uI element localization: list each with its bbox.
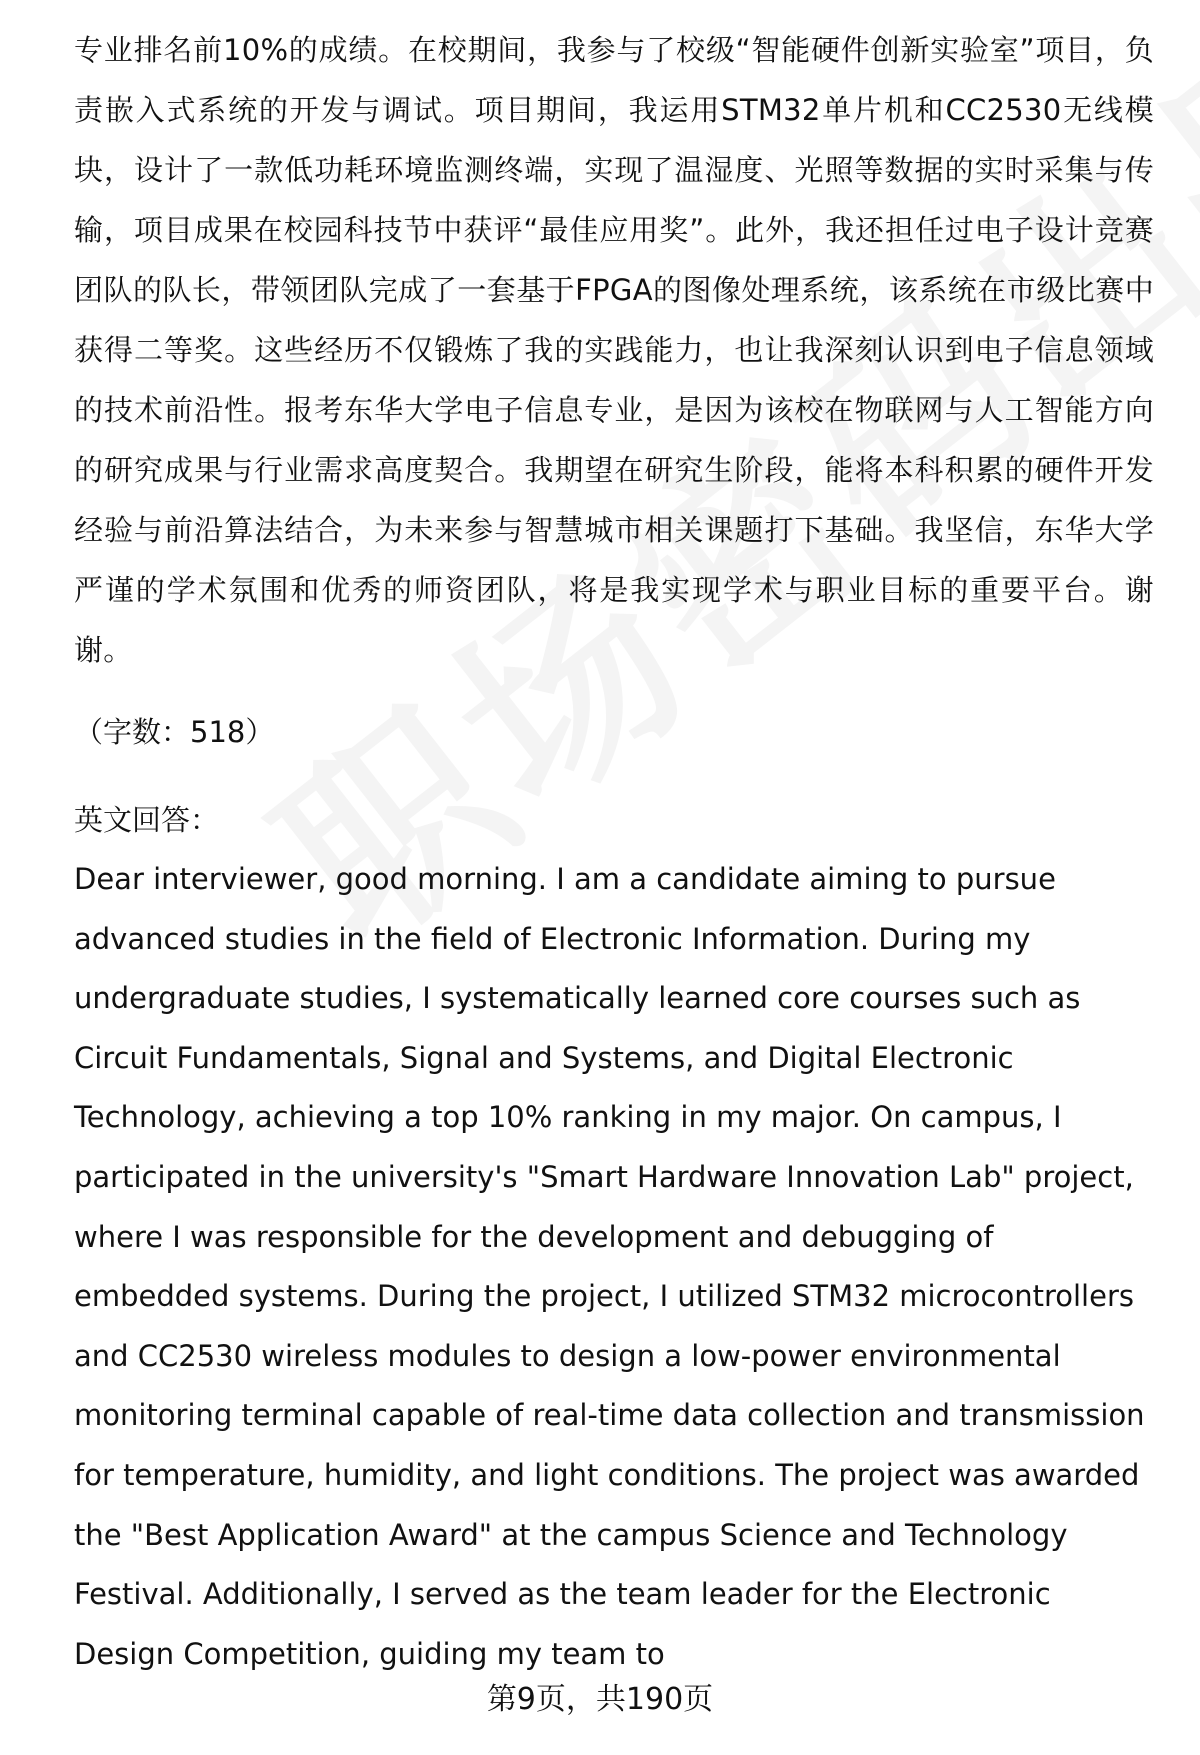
word-count: （字数：518）	[74, 715, 275, 749]
english-answer-paragraph: Dear interviewer, good morning. I am a candidate aiming to pursue advanced studies in the field of Electronic Information. During my undergraduate studies, I systematically learned core courses such as Circuit Fundamentals, Signal and Systems, and Digital Electronic Technology, achieving a top 10% ranking in my major. On campus, I participated in the university's "Smart Hardware Innovation Lab" project, where I was responsible for the development and debugging of embedded systems. During the project, I utilized STM32 microcontrollers and CC2530 wireless modules to design a low-power environmental monitoring terminal capable of real-time data collection and transmission for temperature, humidity, and light conditions. The project was awarded the "Best Application Award" at the campus Science and Technology Festival. Additionally, I served as the team leader for the Electronic Design Competition, guiding my team to	[74, 862, 1145, 1671]
english-answer-label: 英文回答：	[74, 803, 220, 837]
page-content	[74, 20, 1154, 1684]
page-number-footer: 第9页，共190页	[486, 1682, 714, 1717]
chinese-answer-paragraph: 专业排名前10%的成绩。在校期间，我参与了校级“智能硬件创新实验室”项目，负责嵌入式系统的开发与调试。项目期间，我运用STM32单片机和CC2530无线模块，设计了一款低功耗环境监测终端，实现了温湿度、光照等数据的实时采集与传输，项目成果在校园科技节中获评“最佳应用奖”。此外，我还担任过电子设计竞赛团队的队长，带领团队完成了一套基于FPGA的图像处理系统，该系统在市级比赛中获得二等奖。这些经历不仅锻炼了我的实践能力，也让我深刻认识到电子信息领域的技术前沿性。报考东华大学电子信息专业，是因为该校在物联网与人工智能方向的研究成果与行业需求高度契合。我期望在研究生阶段，能将本科积累的硬件开发经验与前沿算法结合，为未来参与智慧城市相关课题打下基础。我坚信，东华大学严谨的学术氛围和优秀的师资团队，将是我实现学术与职业目标的重要平台。谢谢。	[74, 33, 1154, 667]
